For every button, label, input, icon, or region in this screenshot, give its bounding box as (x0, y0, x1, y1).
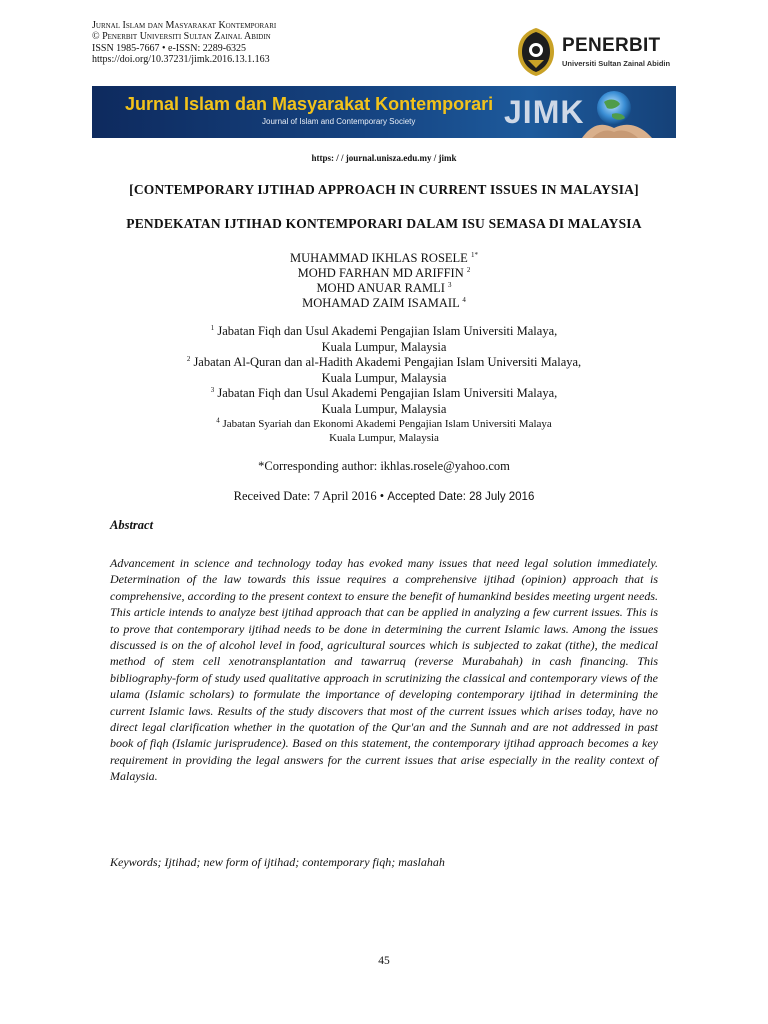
received-date: Received Date: 7 April 2016 (233, 489, 377, 503)
date-separator: • (376, 489, 388, 503)
banner-subtitle: Journal of Islam and Contemporary Society (262, 117, 416, 126)
globe-hands-icon (562, 86, 676, 138)
author-line (0, 281, 768, 297)
author-name: MUHAMMAD IKHLAS ROSELE (290, 251, 468, 265)
affiliation-location: Kuala Lumpur, Malaysia (321, 339, 447, 354)
abstract-body: Advancement in science and technology today has evoked many issues that need legal solution immediately. Determination of the law towards this issue requires a comprehensive ijtihad (opinion) approach that is comprehensive, according to the present context to ensure the benefit of humankind besides meeting urgent needs. This article intends to analyze best ijtihad approach that can be applied in analyzing a few current issues. This is to prove that contemporary ijtihad needs to be done in determining the current Islamic laws. Among the issues discussed is on the of alcohol level in food, agricultural sources which is subjected to zakat (tithe), the medical method of stem cell xenotransplantation and tawarruq (reverse Murabahah) in cash financing. This bibliography-form of study used qualitative approach in scrutinizing the classical and contemporary views of the ulama (Islamic scholars) to formulate the importance of developing contemporary ijtihad in determining the current Islamic laws. Results of the study discovers that most of the current issues which arises today, have no direct legal clarification whether in the quotation of the Qur'an and the Sunnah and are not addressed in past book of fiqh (Islamic jurisprudence). Based on this statement, the contemporary ijtihad approach becomes a key requirement in providing the legal answers for the current issues that arise especially in the reality context of Malaysia. (110, 556, 658, 784)
unisza-emblem-icon (514, 26, 558, 78)
submission-dates (0, 489, 768, 504)
affiliation (0, 417, 768, 445)
keywords: Keywords; Ijtihad; new form of ijtihad; contemporary fiqh; maslahah (110, 855, 445, 869)
affiliation (0, 386, 768, 417)
affiliation (0, 355, 768, 386)
journal-url-link[interactable]: https: / / journal.unisza.edu.my / jimk (311, 153, 457, 163)
publisher-name: PENERBIT (562, 35, 661, 56)
author-superscript: 2 (466, 265, 471, 274)
doi-link[interactable]: https://doi.org/10.37231/jimk.2016.13.1.163 (92, 54, 270, 66)
author-name: MOHD FARHAN MD ARIFFIN (297, 266, 464, 280)
affiliation-superscript: 3 (210, 385, 215, 394)
author-superscript: 3 (448, 280, 452, 289)
affiliation-department: Jabatan Fiqh dan Usul Akademi Pengajian Islam Universiti Malaya, (217, 324, 558, 338)
author-name: MOHAMAD ZAIM ISAMAIL (302, 296, 460, 310)
affiliation-location: Kuala Lumpur, Malaysia (321, 401, 447, 416)
publisher-university: Universiti Sultan Zainal Abidin (562, 59, 671, 68)
title-english: [CONTEMPORARY IJTIHAD APPROACH IN CURRENT ISSUES IN MALAYSIA] (129, 182, 639, 197)
affiliation-location: Kuala Lumpur, Malaysia (321, 370, 447, 385)
affiliation-superscript: 4 (216, 416, 220, 425)
issn-line: ISSN 1985-7667 • e-ISSN: 2289-6325 (92, 42, 247, 54)
affiliation-department: Jabatan Syariah dan Ekonomi Akademi Pengajian Islam Universiti Malaya (222, 418, 552, 430)
accepted-date: Accepted Date: 28 July 2016 (387, 491, 535, 503)
author-name: MOHD ANUAR RAMLI (316, 281, 445, 295)
author-superscript: 4 (462, 295, 466, 304)
publisher-logo (514, 26, 676, 78)
author-line (0, 251, 768, 267)
banner-code: JIMK (504, 94, 585, 130)
affiliation-superscript: 2 (186, 354, 191, 363)
title-malay: PENDEKATAN IJTIHAD KONTEMPORARI DALAM ISU SEMASA DI MALAYSIA (126, 216, 642, 231)
affiliation (0, 324, 768, 355)
author-line (0, 266, 768, 282)
page-number: 45 (378, 955, 390, 967)
affiliation-department: Jabatan Al-Quran dan al-Hadith Akademi Pengajian Islam Universiti Malaya, (193, 355, 582, 369)
affiliation-location: Kuala Lumpur, Malaysia (329, 432, 439, 444)
author-line (0, 296, 768, 312)
affiliation-department: Jabatan Fiqh dan Usul Akademi Pengajian Islam Universiti Malaya, (217, 386, 558, 400)
journal-banner (92, 86, 676, 138)
banner-title: Jurnal Islam dan Masyarakat Kontemporari (125, 94, 494, 114)
journal-name: Jurnal Islam dan Masyarakat Kontemporari (92, 20, 277, 31)
corresponding-author: *Corresponding author: ikhlas.rosele@yahoo.com (258, 459, 510, 473)
abstract-heading: Abstract (110, 518, 154, 532)
author-superscript: 1* (470, 250, 478, 259)
affiliation-superscript: 1 (210, 323, 215, 332)
journal-header-info (92, 20, 276, 66)
copyright-line: © Penerbit Universiti Sultan Zainal Abidin (92, 31, 271, 43)
